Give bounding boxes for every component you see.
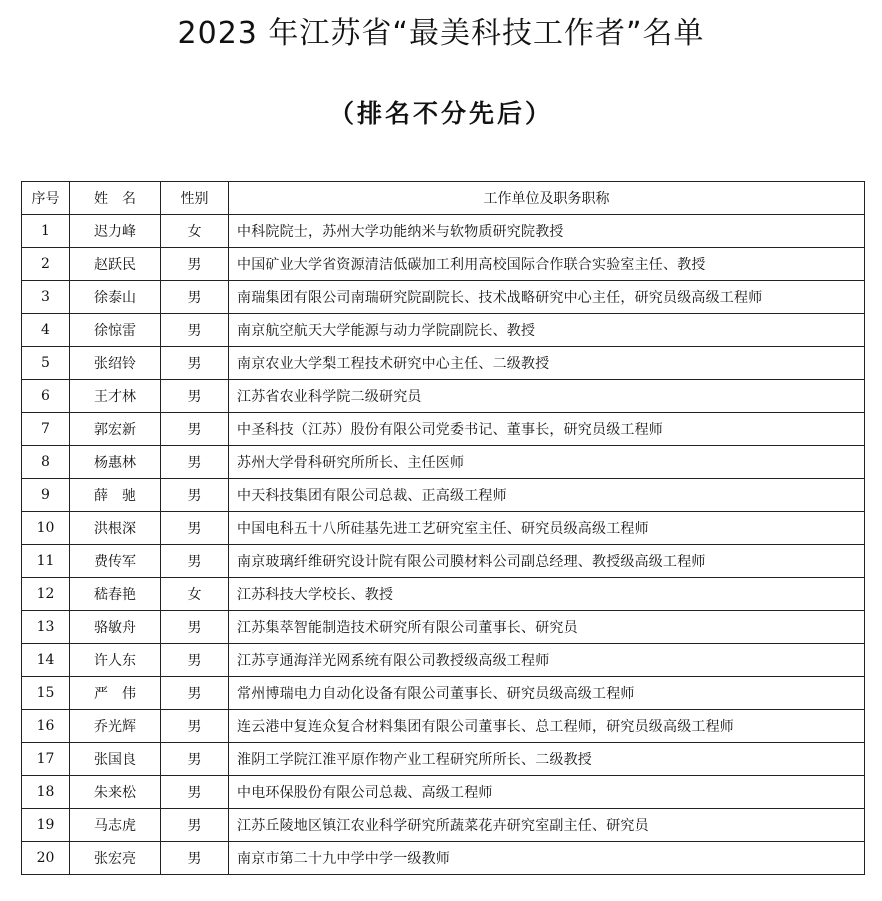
cell-position: 连云港中复连众复合材料集团有限公司董事长、总工程师，研究员级高级工程师 [229,710,865,743]
table-row [22,248,865,281]
cell-gender: 男 [161,842,229,875]
cell-gender: 男 [161,512,229,545]
table-row [22,215,865,248]
cell-gender: 男 [161,347,229,380]
cell-gender: 男 [161,677,229,710]
table-row [22,644,865,677]
header-position: 工作单位及职务职称 [229,182,865,215]
table-row [22,611,865,644]
cell-index: 5 [22,347,70,380]
cell-name: 许人东 [70,644,161,677]
cell-name: 徐惊雷 [70,314,161,347]
honoree-table [21,181,865,875]
table-row [22,809,865,842]
table-row [22,578,865,611]
cell-name: 骆敏舟 [70,611,161,644]
page-title: 2023 年江苏省“最美科技工作者”名单 [177,16,705,51]
cell-position: 江苏丘陵地区镇江农业科学研究所蔬菜花卉研究室副主任、研究员 [229,809,865,842]
table-row [22,743,865,776]
table-row [22,314,865,347]
cell-index: 12 [22,578,70,611]
cell-index: 7 [22,413,70,446]
cell-position: 江苏集萃智能制造技术研究所有限公司董事长、研究员 [229,611,865,644]
cell-position: 中国电科五十八所硅基先进工艺研究室主任、研究员级高级工程师 [229,512,865,545]
table-row [22,776,865,809]
cell-gender: 男 [161,545,229,578]
cell-position: 中天科技集团有限公司总裁、正高级工程师 [229,479,865,512]
cell-name: 郭宏新 [70,413,161,446]
cell-position: 江苏省农业科学院二级研究员 [229,380,865,413]
cell-name: 费传军 [70,545,161,578]
cell-gender: 男 [161,281,229,314]
table-row [22,479,865,512]
cell-gender: 男 [161,248,229,281]
cell-gender: 女 [161,215,229,248]
cell-position: 苏州大学骨科研究所所长、主任医师 [229,446,865,479]
cell-position: 江苏亨通海洋光网系统有限公司教授级高级工程师 [229,644,865,677]
cell-position: 南京市第二十九中学中学一级教师 [229,842,865,875]
cell-index: 16 [22,710,70,743]
cell-index: 13 [22,611,70,644]
cell-position: 南京农业大学梨工程技术研究中心主任、二级教授 [229,347,865,380]
cell-gender: 男 [161,446,229,479]
cell-index: 15 [22,677,70,710]
header-gender: 性别 [161,182,229,215]
cell-index: 8 [22,446,70,479]
table-body [22,215,865,875]
table-row [22,446,865,479]
cell-gender: 女 [161,578,229,611]
cell-gender: 男 [161,809,229,842]
cell-position: 中科院院士，苏州大学功能纳米与软物质研究院教授 [229,215,865,248]
cell-gender: 男 [161,743,229,776]
cell-position: 淮阴工学院江淮平原作物产业工程研究所所长、二级教授 [229,743,865,776]
cell-gender: 男 [161,776,229,809]
cell-index: 11 [22,545,70,578]
cell-name: 张宏亮 [70,842,161,875]
cell-name: 赵跃民 [70,248,161,281]
cell-name: 嵇春艳 [70,578,161,611]
cell-position: 南京玻璃纤维研究设计院有限公司膜材料公司副总经理、教授级高级工程师 [229,545,865,578]
table-header-row [22,182,865,215]
page-subtitle: （排名不分先后） [328,99,553,128]
cell-index: 10 [22,512,70,545]
cell-index: 18 [22,776,70,809]
table-row [22,677,865,710]
cell-name: 乔光辉 [70,710,161,743]
cell-name: 张国良 [70,743,161,776]
table-row [22,545,865,578]
cell-gender: 男 [161,314,229,347]
cell-index: 9 [22,479,70,512]
cell-name: 朱来松 [70,776,161,809]
cell-index: 20 [22,842,70,875]
table-row [22,347,865,380]
cell-gender: 男 [161,644,229,677]
cell-index: 3 [22,281,70,314]
table-row [22,512,865,545]
cell-name: 薛 驰 [70,479,161,512]
header-index: 序号 [22,182,70,215]
cell-gender: 男 [161,479,229,512]
table-row [22,281,865,314]
table-row [22,842,865,875]
cell-index: 6 [22,380,70,413]
cell-index: 17 [22,743,70,776]
cell-gender: 男 [161,380,229,413]
cell-index: 4 [22,314,70,347]
cell-name: 张绍铃 [70,347,161,380]
cell-name: 马志虎 [70,809,161,842]
table-row [22,380,865,413]
cell-position: 中电环保股份有限公司总裁、高级工程师 [229,776,865,809]
cell-position: 常州博瑞电力自动化设备有限公司董事长、研究员级高级工程师 [229,677,865,710]
cell-position: 中国矿业大学省资源清洁低碳加工利用高校国际合作联合实验室主任、教授 [229,248,865,281]
table-row [22,710,865,743]
table-row [22,413,865,446]
cell-name: 杨惠林 [70,446,161,479]
cell-index: 19 [22,809,70,842]
cell-index: 1 [22,215,70,248]
cell-name: 洪根深 [70,512,161,545]
cell-gender: 男 [161,413,229,446]
cell-gender: 男 [161,611,229,644]
cell-index: 2 [22,248,70,281]
cell-position: 南京航空航天大学能源与动力学院副院长、教授 [229,314,865,347]
cell-name: 徐泰山 [70,281,161,314]
cell-position: 南瑞集团有限公司南瑞研究院副院长、技术战略研究中心主任，研究员级高级工程师 [229,281,865,314]
cell-name: 严 伟 [70,677,161,710]
cell-position: 江苏科技大学校长、教授 [229,578,865,611]
header-name: 姓 名 [70,182,161,215]
cell-name: 王才林 [70,380,161,413]
cell-name: 迟力峰 [70,215,161,248]
cell-index: 14 [22,644,70,677]
cell-gender: 男 [161,710,229,743]
cell-position: 中圣科技（江苏）股份有限公司党委书记、董事长，研究员级工程师 [229,413,865,446]
